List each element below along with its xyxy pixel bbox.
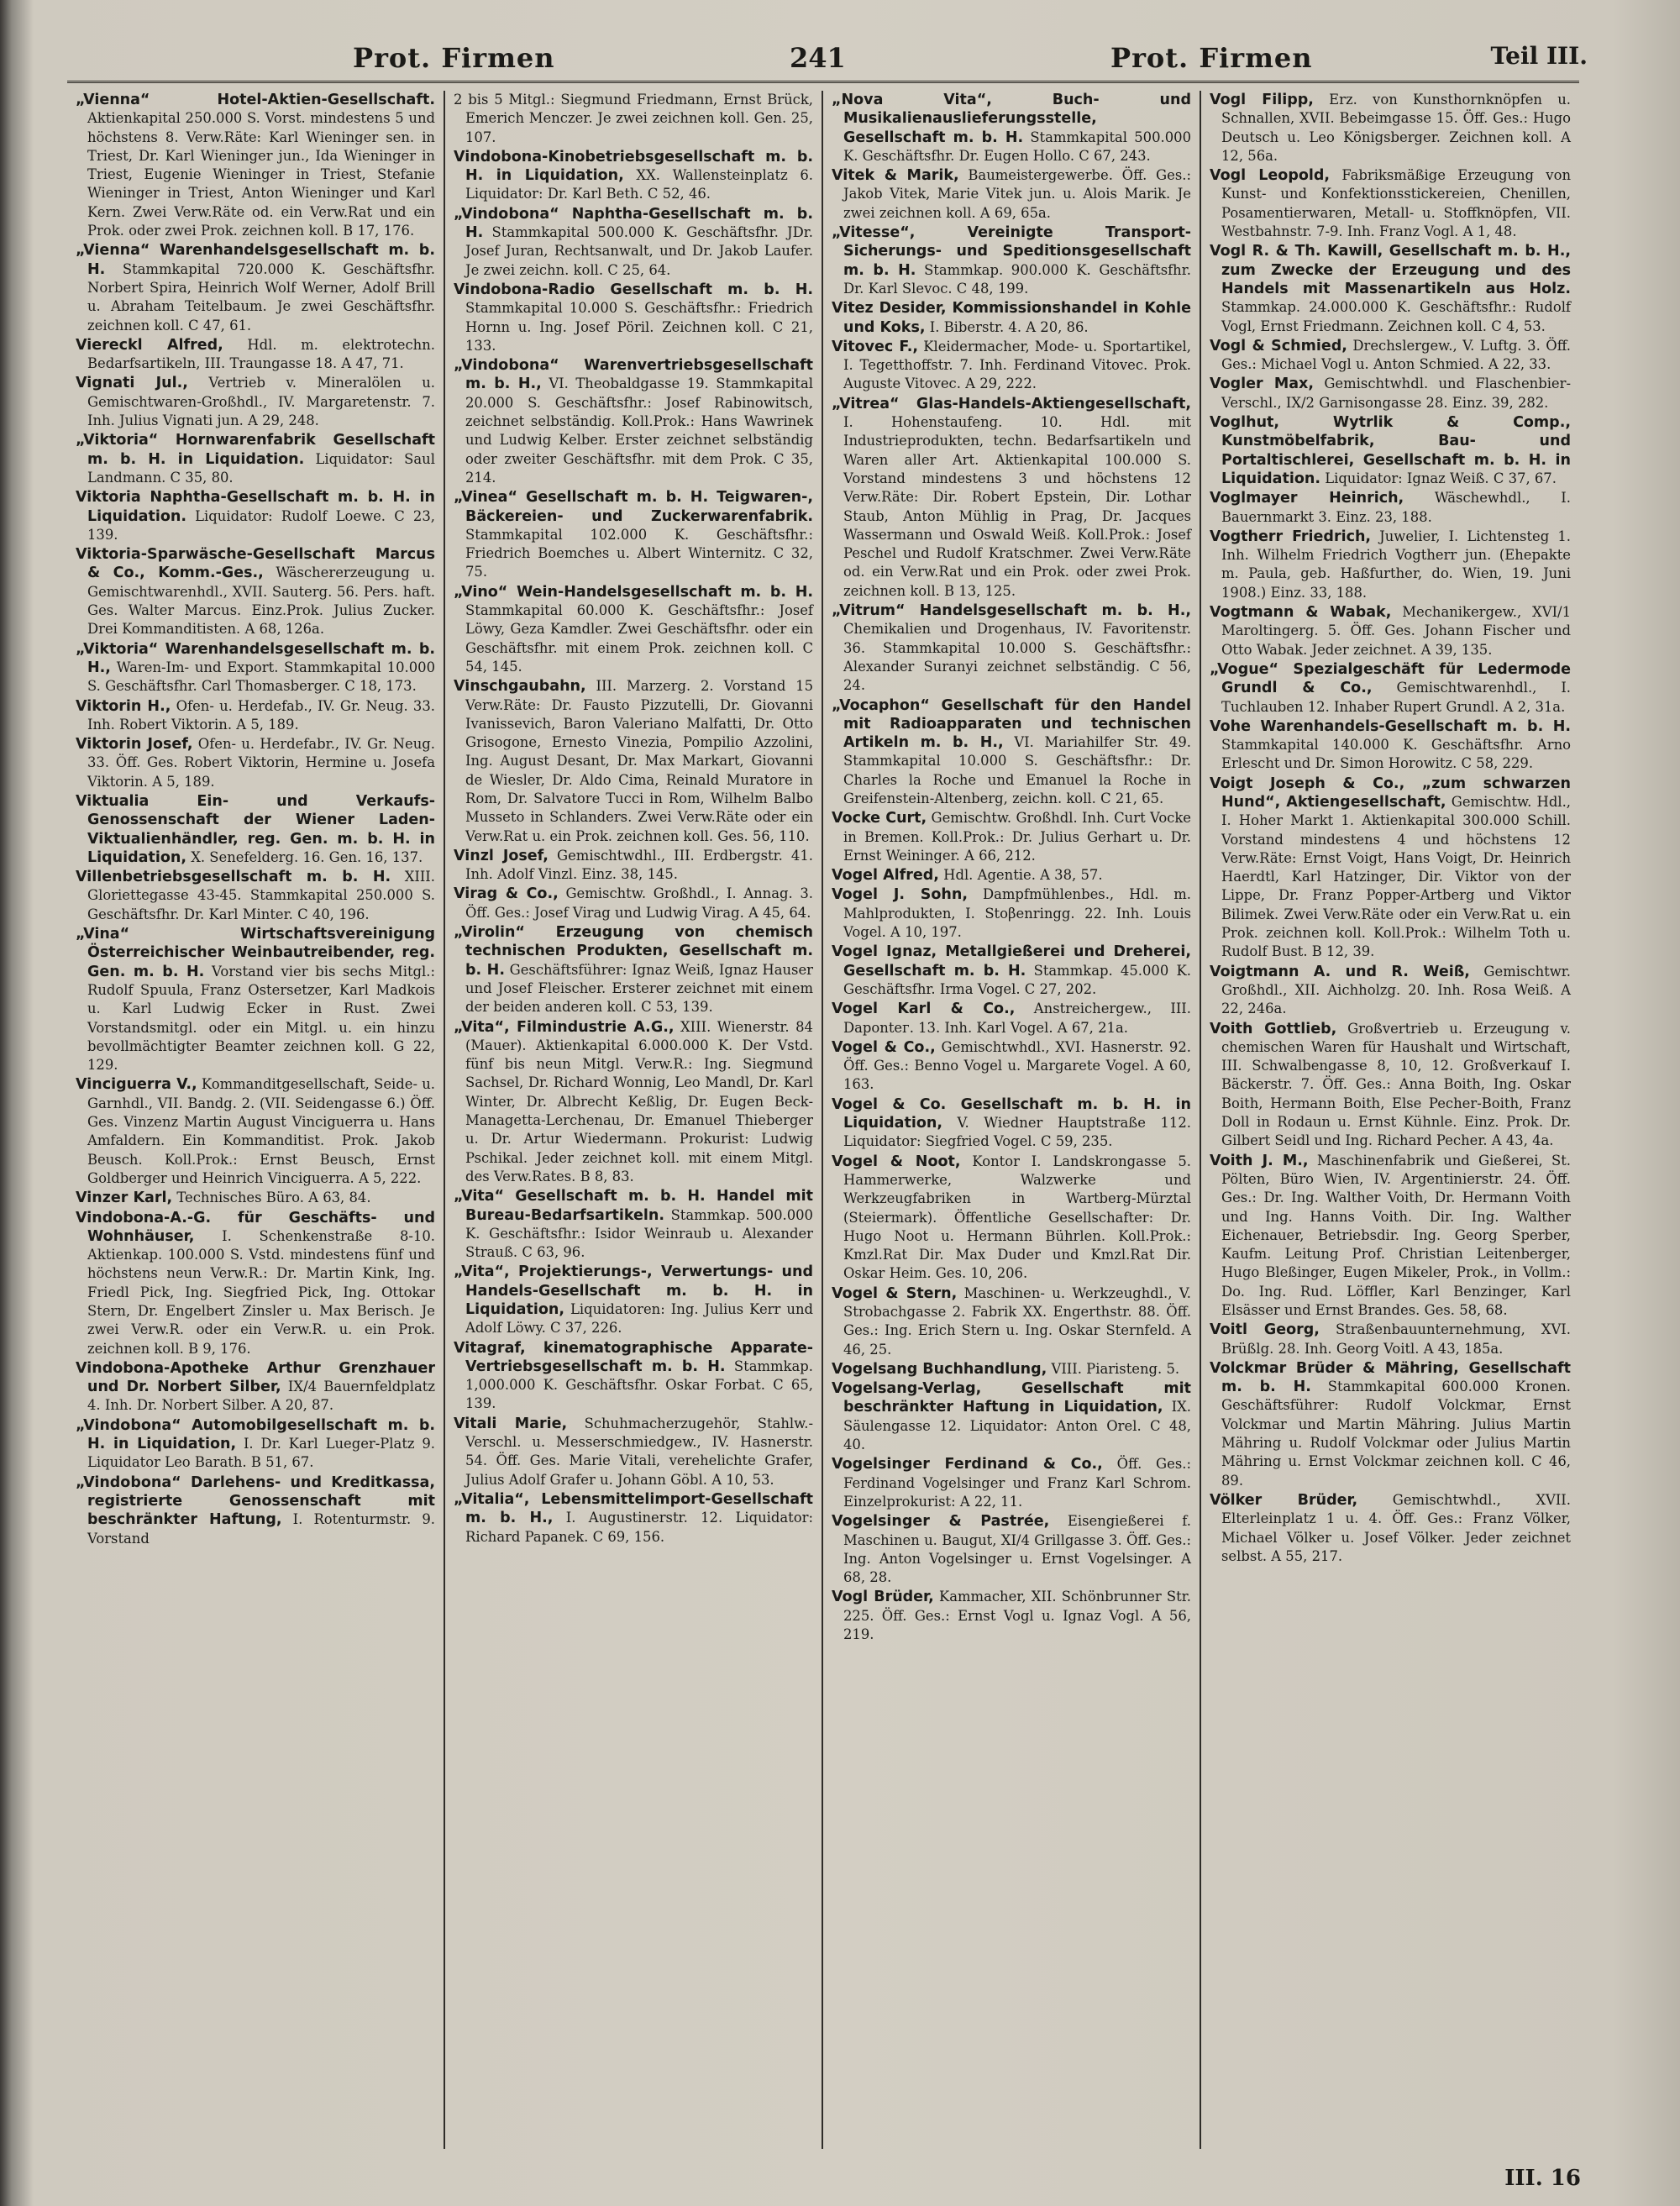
column-4 (1201, 91, 1579, 2149)
section-label: Teil III. (1490, 42, 1588, 70)
directory-entry (76, 735, 435, 791)
firm-details: Stammkapital 140.000 K. Geschäftsfhr. Arno Erlescht und Dr. Simon Horowitz. C 58, 229. (1221, 737, 1571, 772)
firm-name: Voigt Joseph & Co., „zum schwarzen Hund“, Aktiengesellschaft, (1210, 775, 1571, 811)
firm-details: Stammkapital 102.000 K. Geschäftsfhr.: Friedrich Boemches u. Albert Winternitz. C 32, 75. (465, 526, 813, 580)
firm-name: „Vindobona“ Naphtha-Gesellschaft m. b. H. (454, 205, 813, 242)
firm-details: Hdl. m. elektrotechn. Bedarfsartikeln, III. Traungasse 18. A 47, 71. (87, 336, 435, 372)
firm-name: Vinschgaubahn, (454, 678, 586, 696)
firm-details: I. Schenkenstraße 8-10. Aktienkap. 100.000 S. Vstd. mindestens fünf und höchstens neun Verw.R.: Dr. Martin Kink, Ing. Friedl Pick, Ing. Siegfried Pick, Ing. Ottokar Stern, Dr. Engelbert Zinsler u. Max Berisch. Je zwei Verw.R. oder ein Verw.R. u. ein Prok. zeichnen koll. B 9, 176. (87, 1227, 435, 1357)
firm-details: Wäschererzeugung u. Gemischtwarenhdl., XVII. Sauterg. 56. Pers. haft. Ges. Walter Marcus. Einz.Prok. Julius Zucker. Drei Kommanditisten. A 68, 126a. (87, 565, 435, 638)
directory-entry (454, 1339, 813, 1414)
directory-entry (1210, 603, 1571, 659)
firm-details: Gemischtwarenhdl., I. Tuchlauben 12. Inhaber Rupert Grundl. A 2, 31a. (1221, 680, 1572, 715)
directory-entry (832, 1095, 1191, 1152)
directory-entry (76, 545, 435, 638)
firm-details: Gemischtw. Großhdl., I. Annag. 3. Öff. Ges.: Josef Virag und Ludwig Virag. A 45, 64. (465, 885, 813, 921)
directory-entry (454, 1018, 813, 1187)
firm-name: Vogler Max, (1210, 376, 1314, 393)
directory-entry (454, 488, 813, 581)
directory-entry (1210, 660, 1571, 717)
directory-entry (454, 281, 813, 355)
firm-name: „Vitrea“ Glas-Handels-Aktiengesellschaft, (832, 395, 1191, 412)
firm-details: VI. Theobaldgasse 19. Stammkapital 20.000 S. Geschäftsfhr.: Josef Rabinowitsch, zeichnet selbständig. Koll.Prok.: Hans Wawrinek und Ludwig Kelber. Erster zeichnet selbständig oder zweiter Geschäftsfhr. mit dem Prok. C 35, 214. (465, 376, 813, 486)
firm-details: Maschinenfabrik und Gießerei, St. Pölten, Büro Wien, IV. Argentinierstr. 24. Öff. Ges.: Dr. Ing. Walther Voith, Dr. Hermann Voith und Ing. Hanns Voith. Dir. Ing. Walther Eichenauer, Betriebsdir. Ing. Georg Sperber, Kaufm. Leitung Prof. Christian Leitenberger, Hugo Bleßinger, Eugen Mikeler, Prok., in Vollm.: Do. Ing. Rud. Löffler, Karl Benzinger, Karl Elsässer und Ernst Brandes. Ges. 58, 68. (1221, 1152, 1571, 1318)
column-3 (823, 91, 1201, 2149)
firm-details: Stammkap. 500.000 K. Geschäftsfhr.: Isidor Weinraub u. Alexander Strauß. C 63, 96. (465, 1206, 813, 1261)
directory-entry (76, 640, 435, 696)
firm-details: Gemischtwhdl. und Flaschenbier-Verschl., IX/2 Garnisongasse 28. Einz. 39, 282. (1221, 376, 1572, 411)
directory-entry (832, 1588, 1191, 1644)
firm-name: Vogelsinger Ferdinand & Co., (832, 1456, 1103, 1473)
directory-entry (76, 925, 435, 1074)
directory-entry (832, 601, 1191, 695)
directory-entry (1210, 1359, 1571, 1490)
firm-name: „Vina“ Wirtschaftsvereinigung Österreichischer Weinbautreibender, reg. Gen. m. b. H. (76, 926, 435, 980)
firm-details: I. Rotenturmstr. 9. Vorstand (87, 1511, 436, 1547)
columns-container (67, 91, 1579, 2149)
firm-details: Gemischtw. Hdl., I. Hoher Markt 1. Aktienkapital 300.000 Schill. Vorstand mindestens 4 und höchstens 12 Verw.Räte: Ernst Voigt, Hans Voigt, Dr. Heinrich Haerdtl, Karl Hatzinger, Dir. Viktor von der Lippe, Dr. Franz Popper-Artberg und Viktor Bilimek. Zwei Verw.Räte oder ein Verw.Rat u. ein Prok. zeichnen koll. Koll.Prok.: Wilhelm Toth u. Rudolf Bust. B 12, 39. (1221, 793, 1571, 960)
firm-name: Vitali Marie, (454, 1415, 568, 1432)
firm-details: 2 bis 5 Mitgl.: Siegmund Friedmann, Ernst Brück, Emerich Menczer. Je zwei zeichnen koll. Gen. 25, 107. (454, 92, 813, 145)
firm-details: Wäschewhdl., I. Bauernmarkt 3. Einz. 23, 188. (1221, 490, 1571, 525)
firm-details: Liquidator: Rudolf Loewe. C 23, 139. (87, 507, 435, 543)
firm-details: Straßenbauunternehmung, XVI. Brüßlg. 28. Inh. Georg Voitl. A 43, 185a. (1221, 1321, 1571, 1357)
firm-name: „Vita“ Gesellschaft m. b. H. Handel mit Bureau-Bedarfsartikeln. (454, 1188, 813, 1224)
directory-entry (1210, 963, 1571, 1019)
directory-entry (1210, 166, 1571, 241)
directory-entry (76, 1359, 435, 1416)
directory-entry (454, 847, 813, 885)
firm-details: Stammkap. 24.000.000 K. Geschäftsfhr.: Rudolf Vogl, Ernst Friedmann. Zeichnen koll. C 4, 53. (1221, 299, 1571, 334)
firm-details: Stammkapital 500.000 K. Geschäftsfhr. JDr. Josef Juran, Rechtsanwalt, und Dr. Jakob Laufer. Je zwei zeichn. koll. C 25, 64. (465, 224, 813, 278)
directory-entry (832, 809, 1191, 865)
firm-name: „Vienna“ Warenhandelsgesellschaft m. b. H. (76, 242, 435, 278)
firm-details: Stammkap. 900.000 K. Geschäftsfhr. Dr. Karl Slevoc. C 48, 199. (843, 261, 1191, 297)
directory-entry (76, 431, 435, 487)
directory-entry (1210, 1152, 1571, 1321)
directory-entry (76, 697, 435, 735)
firm-name: Voith Gottlieb, (1210, 1020, 1337, 1037)
directory-entry (454, 1187, 813, 1262)
firm-name: Voglmayer Heinrich, (1210, 490, 1404, 507)
column-1 (67, 91, 445, 2149)
directory-entry (454, 148, 813, 204)
directory-entry (832, 1038, 1191, 1095)
printer-signature: III. 16 (1504, 2166, 1581, 2191)
firm-details: Dampfmühlenbes., Hdl. m. Mahlprodukten, I. Stoβenringg. 22. Inh. Louis Vogel. A 10, 197. (843, 886, 1191, 941)
firm-name: Viereckl Alfred, (76, 336, 223, 354)
firm-name: „Vocaphon“ Gesellschaft für den Handel mit Radioapparaten und technischen Artikeln m. b. H., (832, 696, 1191, 752)
running-title-right: Prot. Firmen (1110, 42, 1313, 74)
page-number: 241 (790, 42, 846, 74)
firm-name: Vogl & Schmied, (1210, 337, 1347, 355)
firm-name: „Vogue“ Spezialgeschäft für Ledermode Grundl & Co., (1210, 660, 1571, 697)
firm-name: Vogelsinger & Pastrée, (832, 1513, 1050, 1531)
firm-details: Waren-Im- und Export. Stammkapital 10.000 S. Geschäftsfhr. Carl Thomasberger. C 18, 173. (87, 659, 435, 695)
directory-entry (454, 677, 813, 846)
firm-details: IX/4 Bauernfeldplatz 4. Inh. Dr. Norbert Silber. A 20, 87. (87, 1379, 435, 1414)
directory-entry (76, 1075, 435, 1188)
directory-entry (1210, 1491, 1571, 1566)
firm-name: „Vitesse“, Vereinigte Transport-Sicherungs- und Speditionsgesellschaft m. b. H. (832, 224, 1191, 279)
firm-name: „Viktoria“ Hornwarenfabrik Gesellschaft m. b. H. in Liquidation. (76, 432, 435, 468)
firm-name: Vogl Brüder, (832, 1589, 934, 1606)
directory-entry (76, 1473, 435, 1548)
directory-entry (1210, 717, 1571, 774)
directory-entry (76, 488, 435, 544)
firm-details: Anstreichergew., III. Dapontег. 13. Inh. Karl Vogel. A 67, 21a. (843, 1001, 1191, 1036)
directory-entry (1210, 489, 1571, 527)
firm-name: „Vitalia“, Lebensmittelimport-Gesellschaft m. b. H., (454, 1490, 813, 1527)
firm-name: „Vita“, Projektierungs-, Verwertungs- und Handels-Gesellschaft m. b. H. in Liquidation, (454, 1263, 813, 1318)
firm-details: Juwelier, I. Lichtensteg 1. Inh. Wilhelm Friedrich Vogtherr jun. (Ehepakte m. Paula, geb. Haßfurther, do. Wien, 19. Juni 1908.) Einz. 33, 188. (1221, 528, 1571, 601)
directory-entry (1210, 337, 1571, 375)
firm-details: Schuhmacherzugehör, Stahlw.-Verschl. u. Messerschmiedgew., IV. Hasnerstr. 54. Öff. Ges. Marie Vitali, verehelichte Grafer, Julius Adolf Grafer u. Johann Göbl. A 10, 53. (465, 1415, 813, 1488)
firm-name: Vogl Leopold, (1210, 167, 1331, 185)
directory-entry (832, 338, 1191, 394)
directory-entry (454, 1490, 813, 1547)
firm-name: Viktoria-Sparwäsche-Gesellschaft Marcus & Co., Komm.-Ges., (76, 546, 435, 582)
firm-details: I. Biberstr. 4. A 20, 86. (929, 318, 1089, 335)
directory-entry (832, 91, 1191, 165)
directory-entry (454, 1415, 813, 1489)
firm-name: Vogel Ignaz, Metallgießerei und Dreherei, Gesellschaft m. b. H. (832, 943, 1191, 980)
firm-name: „Vino“ Wein-Handelsgesellschaft m. b. H. (454, 583, 813, 601)
firm-details: Stammkapital 600.000 Kronen. Geschäftsführer: Rudolf Volckmar, Ernst Volckmar und Martin Mähring. Julius Martin Mähring u. Rudolf Volckmar oder Julius Martin Mähring u. Ernst Volckmar zeichnen koll. C 46, 89. (1221, 1379, 1571, 1489)
firm-details: Baumeistergewerbe. Öff. Ges.: Jakob Vitek, Marie Vitek jun. u. Alois Marik. Je zwei zeichnen koll. A 69, 65a. (843, 167, 1191, 221)
firm-name: Voglhut, Wytrlik & Comp., Kunstmöbelfabrik, Bau- und Portaltischlerei, Gesellschaft m. b. H. in Liquidation. (1210, 414, 1571, 487)
firm-name: „Vienna“ Hotel-Aktien-Gesellschaft. (76, 92, 435, 108)
firm-name: Vogtmann & Wabak, (1210, 604, 1392, 622)
firm-details: Kontor I. Landskrongasse 5. Hammerwerke, Walzwerke und Werkzeugfabriken in Wartberg-Mürztal (Steiermark). Öffentliche Gesellschafter: Dr. Hugo Noot u. Hermann Bührlen. Koll.Prok.: Kmzl.Rat Dir. Max Duder und Kmzl.Rat Dir. Oskar Heim. Ges. 10, 206. (843, 1153, 1191, 1282)
firm-name: Viktoria Naphtha-Gesellschaft m. b. H. in Liquidation. (76, 489, 435, 525)
firm-name: Vitovec F., (832, 338, 919, 355)
firm-name: Vinzer Karl, (76, 1190, 173, 1207)
directory-entry (76, 868, 435, 924)
firm-details: Eisengießerei f. Maschinen u. Baugut, XI/4 Grillgasse 3. Öff. Ges.: Ing. Anton Vogelsinger u. Ernst Vogelsinger. A 68, 28. (843, 1513, 1191, 1586)
firm-details: Stammkapital 500.000 K. Geschäftsfhr. Dr. Eugen Hollo. C 67, 243. (843, 129, 1192, 164)
firm-name: Vitez Desider, Kommissionshandel in Kohle und Koks, (832, 300, 1191, 336)
firm-details: Technisches Büro. A 63, 84. (176, 1190, 371, 1206)
directory-entry (832, 1455, 1191, 1511)
firm-name: „Vindobona“ Automobilgesellschaft m. b. H. in Liquidation, (76, 1416, 435, 1453)
firm-details: Ofen- u. Herdefabr., IV. Gr. Neug. 33. Öff. Ges. Robert Viktorin, Hermine u. Josefa Viktorin. A 5, 189. (87, 736, 435, 790)
firm-details: Stammkap. 1,000.000 K. Geschäftsfhr. Oskar Forbat. C 65, 139. (465, 1358, 813, 1412)
directory-entry (1210, 528, 1571, 602)
directory-entry (76, 1189, 435, 1207)
directory-entry (76, 374, 435, 430)
directory-entry (832, 885, 1191, 942)
firm-details: I. Hohenstaufeng. 10. Hdl. mit Industrieprodukten, techn. Bedarfsartikeln und Waren aller Art. Aktienkapital 100.000 S. Vorstand mindestens 3 und höchstens 12 Verw.Räte: Dir. Robert Epstein, Dir. Lothar Staub, Anton Mühlig in Prag, Dr. Jacques Wassermann und Oswald Weiß. Koll.Prok.: Josef Peschel und Rudolf Kratschmer. Zwei Verw.Räte od. ein Verw.Rat und ein Prok. oder zwei Prok. zeichnen koll. B 13, 125. (843, 414, 1191, 599)
firm-details: Stammkap. 45.000 K. Geschäftsfhr. Irma Vogel. C 27, 202. (843, 962, 1191, 997)
firm-name: Vitek & Marik, (832, 167, 959, 185)
directory-entry (832, 223, 1191, 298)
firm-details: Maschinen- u. Werkzeughdl., V. Strobachgasse 2. Fabrik XX. Engerthstr. 88. Öff. Ges.: Ing. Erich Stern u. Ing. Oskar Sternfeld. A 46, 25. (843, 1284, 1191, 1358)
firm-details: Kleidermacher, Mode- u. Sportartikel, I. Tegetthoffstr. 7. Inh. Ferdinand Vitovec. Prok. Auguste Vitovec. A 29, 222. (843, 338, 1192, 392)
firm-name: Vogel & Co. Gesellschaft m. b. H. in Liquidation, (832, 1095, 1191, 1132)
page-header (67, 39, 1588, 83)
firm-name: Voigtmann A. und R. Weiß, (1210, 963, 1470, 980)
firm-details: XX. Wallensteinplatz 6. Liquidator: Dr. Karl Beth. C 52, 46. (465, 167, 813, 202)
firm-details: Gemischtwr. Großhdl., XII. Aichholzg. 20. Inh. Rosa Weiß. A 22, 246a. (1221, 963, 1571, 1017)
firm-details: X. Senefelderg. 16. Gen. 16, 137. (191, 848, 423, 865)
directory-entry (76, 241, 435, 334)
firm-name: „Vita“, Filmindustrie A.G., (454, 1018, 675, 1036)
firm-details: Hdl. Agentie. A 38, 57. (943, 867, 1103, 884)
firm-details: Ofen- u. Herdefab., IV. Gr. Neug. 33. Inh. Robert Viktorin. A 5, 189. (87, 697, 435, 733)
firm-name: Vohe Warenhandels-Gesellschaft m. b. H. (1210, 717, 1571, 735)
firm-name: Vogelsang-Verlag, Gesellschaft mit beschränkter Haftung in Liquidation, (832, 1380, 1191, 1416)
directory-entry (1210, 375, 1571, 412)
firm-details: VI. Mariahilfer Str. 49. Stammkapital 10.000 S. Geschäftsfhr.: Dr. Charles la Roche und Emanuel la Roche in Greifenstein-Altenberg, zeichn. koll. C 21, 65. (843, 734, 1191, 806)
directory-entry (76, 91, 435, 240)
firm-name: Vindobona-Kinobetriebsgesellschaft m. b. H. in Liquidation, (454, 148, 813, 185)
firm-name: Vogel J. Sohn, (832, 886, 968, 904)
firm-name: Vinciguerra V., (76, 1076, 197, 1094)
directory-entry (832, 1000, 1191, 1037)
firm-details: Aktienkapital 250.000 S. Vorst. mindestens 5 und höchstens 8. Verw.Räte: Karl Wieninger sen. in Triest, Dr. Karl Wieninger jun., Ida Wieninger in Triest, Eugenie Wieninger in Triest, Stefanie Wieninger in Triest, Anton Wieninger und Karl Kern. Zwei Verw.Räte od. ein Verw.Rat und ein Prok. oder zwei Prok. zeichnen koll. B 17, 176. (87, 110, 435, 239)
firm-details: IX. Säulengasse 12. Liquidator: Anton Orel. C 48, 40. (843, 1399, 1191, 1453)
directory-entry (454, 583, 813, 676)
firm-details: Fabriksmäßige Erzeugung von Kunst- und Konfektionsstickereien, Chenillen, Posamentierwaren, Metall- u. Stoffknöpfen, VII. Westbahnstr. 7-9. Inh. Franz Vogl. A 1, 48. (1221, 167, 1571, 240)
column-2 (445, 91, 823, 2149)
running-title-left: Prot. Firmen (353, 42, 555, 74)
directory-entry (76, 792, 435, 867)
firm-details: Liquidatoren: Ing. Julius Kerr und Adolf Löwy. C 37, 226. (465, 1301, 813, 1337)
firm-details: III. Marzerg. 2. Vorstand 15 Verw.Räte: Dr. Fausto Pizzutelli, Dr. Giovanni Ivanissevich, Baron Valeriano Malfatti, Dr. Otto Grisogone, Ernesto Vinezia, Pompilio Azzolini, Ing. August Desant, Dr. Max Markart, Giovanni de Wiesler, Dr. Aldo Cima, Reinald Muratore in Rom, Dr. Salvatore Tucci in Rom, Wilhelm Balbo Musseto in Schlanders. Zwei Verw.Räte oder ein Verw.Rat u. ein Prok. zeichnen koll. Ges. 56, 110. (465, 678, 813, 844)
firm-name: Völker Brüder, (1210, 1491, 1358, 1509)
firm-name: „Virolin“ Erzeugung von chemisch technischen Produkten, Gesellschaft m. b. H. (454, 924, 813, 979)
firm-name: „Viktoria“ Warenhandelsgesellschaft m. b. H., (76, 640, 435, 676)
firm-name: Vocke Curt, (832, 810, 927, 827)
firm-name: „Nova Vita“, Buch- und Musikalienauslieferungsstelle, Gesellschaft m. b. H. (832, 92, 1191, 146)
firm-details: I. Augustinerstr. 12. Liquidator: Richard Papanek. C 69, 156. (465, 1510, 813, 1545)
firm-details: Stammkapital 720.000 K. Geschäftsfhr. Norbert Spira, Heinrich Wolf Werner, Adolf Brill u. Abraham Teitelbaum. Je zwei Geschäftsfhr. zeichnen koll. C 47, 61. (87, 260, 435, 334)
firm-name: Viktorin Josef, (76, 736, 193, 754)
directory-entry (76, 336, 435, 374)
firm-name: Vitagraf, kinematographische Apparate-Vertriebsgesellschaft m. b. H. (454, 1339, 813, 1375)
directory-entry (454, 205, 813, 280)
directory-entry (1210, 413, 1571, 488)
directory-entry (1210, 1321, 1571, 1358)
firm-name: Virag & Co., (454, 885, 559, 903)
directory-entry (832, 1153, 1191, 1284)
directory-entry (832, 1360, 1191, 1379)
firm-details: V. Wiedner Hauptstraße 112. Liquidator: Siegfried Vogel. C 59, 235. (843, 1115, 1191, 1150)
directory-entry (76, 1416, 435, 1473)
firm-name: Vogl Filipp, (1210, 92, 1314, 108)
firm-details: XIII. Gloriettegasse 43-45. Stammkapital 250.000 S. Geschäftsfhr. Dr. Karl Minter. C 40, 196. (87, 869, 435, 922)
firm-details: Gemischtw. Großhdl. Inh. Curt Vocke in Bremen. Koll.Prok.: Dr. Julius Gerhart u. Dr. Ernst Weininger. A 66, 212. (843, 810, 1191, 864)
directory-entry (832, 299, 1191, 337)
firm-name: Vignati Jul., (76, 375, 188, 392)
firm-details: XIII. Wienerstr. 84 (Mauer). Aktienkapital 6.000.000 K. Der Vstd. fünf bis neun Mitgl. Verw.R.: Ing. Siegmund Sachsel, Dr. Richard Wonnig, Leo Mandl, Dr. Karl Winter, Dr. Albrecht Keßlig, Dr. Eugen Beck-Managetta-Lerchenau, Dr. Emanuel Thieberger u. Dr. Artur Wiedermann. Prokurist: Ludwig Pschikal. Jeder zeichnet koll. mit einem Mitgl. des Verw.Rates. B 8, 83. (465, 1018, 813, 1184)
firm-details: Mechanikergew., XVI/1 Maroltingerg. 5. Öff. Ges. Johann Fischer und Otto Wabak. Jeder zeichnet. A 39, 135. (1221, 604, 1571, 658)
firm-details: Kommanditgesellschaft, Seide- u. Garnhdl., VII. Bandg. 2. (VII. Seidengasse 6.) Öff. Ges. Vinzenz Martin August Vinciguerra u. Hans Amfaldern. Ein Kommanditist. Prok. Jakob Beusch. Koll.Prok.: Ernst Beusch, Ernst Goldberger und Heinrich Vinciguerra. A 5, 222. (87, 1076, 435, 1186)
firm-name: Viktualia Ein- und Verkaufs-Genossenschaft der Wiener Laden-Viktualienhändler, reg. Gen. m. b. H. in Liquidation, (76, 792, 435, 866)
directory-entry (832, 1284, 1191, 1359)
firm-name: Vogel Karl & Co., (832, 1001, 1016, 1018)
firm-name: Vogtherr Friedrich, (1210, 528, 1372, 545)
firm-name: „Vinea“ Gesellschaft m. b. H. Teigwaren-, Bäckereien- und Zuckerwarenfabrik. (454, 489, 813, 525)
firm-details: VIII. Piaristeng. 5. (1051, 1360, 1180, 1377)
firm-name: Vogel Alfred, (832, 867, 939, 885)
directory-entry (454, 885, 813, 922)
firm-details: Geschäftsführer: Ignaz Weiß, Ignaz Hauser und Josef Fleischer. Ersterer zeichnet mit einem der beiden anderen koll. C 53, 139. (465, 961, 813, 1016)
firm-details: Drechslergew., V. Luftg. 3. Öff. Ges.: Michael Vogl u. Anton Schmied. A 22, 33. (1221, 337, 1571, 373)
firm-name: „Vindobona“ Warenvertriebsgesellschaft m. b. H., (454, 357, 813, 393)
firm-details: Kammacher, XII. Schönbrunner Str. 225. Öff. Ges.: Ernst Vogl u. Ignaz Vogl. A 56, 219. (843, 1589, 1191, 1643)
firm-details: Großvertrieb u. Erzeugung v. chemischen Waren für Haushalt und Wirtschaft, III. Schwalbengasse 8, 10, 12. Großverkauf I. Bäckerstr. 7. Öff. Ges.: Anna Boith, Ing. Oskar Boith, Hermann Boith, Else Pecher-Boith, Franz Doll in Rodaun u. Ernst Kühnle. Einz. Prok. Dr. Gilbert Seidl und Ing. Richard Pecher. A 43, 4a. (1221, 1020, 1571, 1149)
firm-details: Liquidator: Saul Landmann. C 35, 80. (87, 450, 435, 486)
firm-details: Gemischtwdhl., III. Erdbergstr. 41. Inh. Adolf Vinzl. Einz. 38, 145. (465, 847, 814, 883)
firm-details: Chemikalien und Drogenhaus, IV. Favoritenstr. 36. Stammkapital 10.000 S. Geschäftsfhr.: Alexander Suranyi zeichnet selbständig. C 56, 24. (843, 621, 1191, 694)
firm-name: „Vitrum“ Handelsgesellschaft m. b. H., (832, 602, 1191, 620)
directory-entry (832, 696, 1191, 809)
firm-name: Vindobona-Radio Gesellschaft m. b. H. (454, 281, 813, 298)
firm-name: Vindobona-A.-G. für Geschäfts- und Wohnhäuser, (76, 1209, 435, 1245)
directory-entry (1210, 91, 1571, 165)
directory-entry (1210, 242, 1571, 335)
firm-details: Stammkapital 10.000 S. Geschäftsfhr.: Friedrich Hornn u. Ing. Josef Pöril. Zeichnen koll. C 21, 133. (465, 300, 813, 354)
firm-name: Vogel & Co., (832, 1038, 936, 1056)
firm-name: Vogelsang Buchhandlung, (832, 1360, 1047, 1378)
firm-details: Liquidator: Ignaz Weiß. C 37, 67. (1325, 470, 1557, 486)
directory-entry (832, 395, 1191, 601)
firm-details: Stammkapital 60.000 K. Geschäftsfhr.: Josef Löwy, Geza Kamdler. Zwei Geschäftsfhr. oder ein Geschäftsfhr. mit einem Prok. zeichnen koll. C 54, 145. (465, 602, 813, 675)
firm-name: Volckmar Brüder & Mähring, Gesellschaft m. b. H. (1210, 1359, 1571, 1396)
firm-details: Gemischtwhdl., XVII. Elterleinplatz 1 u. 4. Öff. Ges.: Franz Völker, Michael Völker u. Josef Völker. Jeder zeichnet selbst. A 55, 217. (1221, 1491, 1571, 1564)
firm-details: I. Dr. Karl Lueger-Platz 9. Liquidator Leo Barath. B 51, 67. (87, 1436, 435, 1471)
directory-entry (454, 356, 813, 487)
firm-name: Vindobona-Apotheke Arthur Grenzhauer und Dr. Norbert Silber, (76, 1359, 435, 1396)
firm-details: Vorstand vier bis sechs Mitgl.: Rudolf Spuula, Franz Ostersetzer, Karl Madkois u. Karl Ludwig Ecker in Rust. Zwei Vorstandsmitgl. oder ein Mitgl. u. ein hinzu bevollmächtigter Beamter zeichnen koll. G 22, 129. (87, 963, 436, 1074)
firm-details: Erz. von Kunsthornknöpfen u. Schnallen, XVII. Bebeimgasse 15. Öff. Ges.: Hugo Deutsch u. Leo Königsberger. Zeichnen koll. A 12, 56a. (1221, 92, 1571, 164)
directory-entry (832, 166, 1191, 223)
directory-entry (454, 923, 813, 1016)
firm-name: Vogl R. & Th. Kawill, Gesellschaft m. b. H., zum Zwecke der Erzeugung und des Handels mit Massenartikeln aus Holz. (1210, 243, 1571, 297)
firm-name: Viktorin H., (76, 697, 171, 715)
firm-name: Vogel & Stern, (832, 1284, 958, 1302)
directory-entry (1210, 1020, 1571, 1151)
firm-details: Gemischtwhdl., XVI. Hasnerstr. 92. Öff. Ges.: Benno Vogel u. Margarete Vogel. A 60, 163. (843, 1038, 1191, 1093)
directory-entry (832, 1512, 1191, 1587)
firm-name: Voitl Georg, (1210, 1321, 1320, 1339)
directory-entry (76, 1209, 435, 1358)
firm-name: „Vindobona“ Darlehens- und Kreditkassa, registrierte Genossenschaft mit beschränkter Haftung, (76, 1473, 435, 1529)
directory-entry (454, 91, 813, 147)
firm-name: Voith J. M., (1210, 1152, 1309, 1169)
firm-name: Villenbetriebsgesellschaft m. b. H. (76, 869, 391, 886)
directory-entry (832, 943, 1191, 999)
directory-entry (454, 1263, 813, 1337)
firm-details: Öff. Ges.: Ferdinand Vogelsinger und Franz Karl Schrom. Einzelprokurist: A 22, 11. (843, 1456, 1191, 1510)
directory-entry (1210, 775, 1571, 962)
firm-name: Vinzl Josef, (454, 847, 549, 864)
firm-name: Vogel & Noot, (832, 1153, 961, 1170)
directory-entry (832, 866, 1191, 885)
directory-entry (832, 1379, 1191, 1454)
firm-details: Vertrieb v. Mineralölen u. Gemischtwaren-Großhdl., IV. Margaretenstr. 7. Inh. Julius Vignati jun. A 29, 248. (87, 375, 436, 429)
